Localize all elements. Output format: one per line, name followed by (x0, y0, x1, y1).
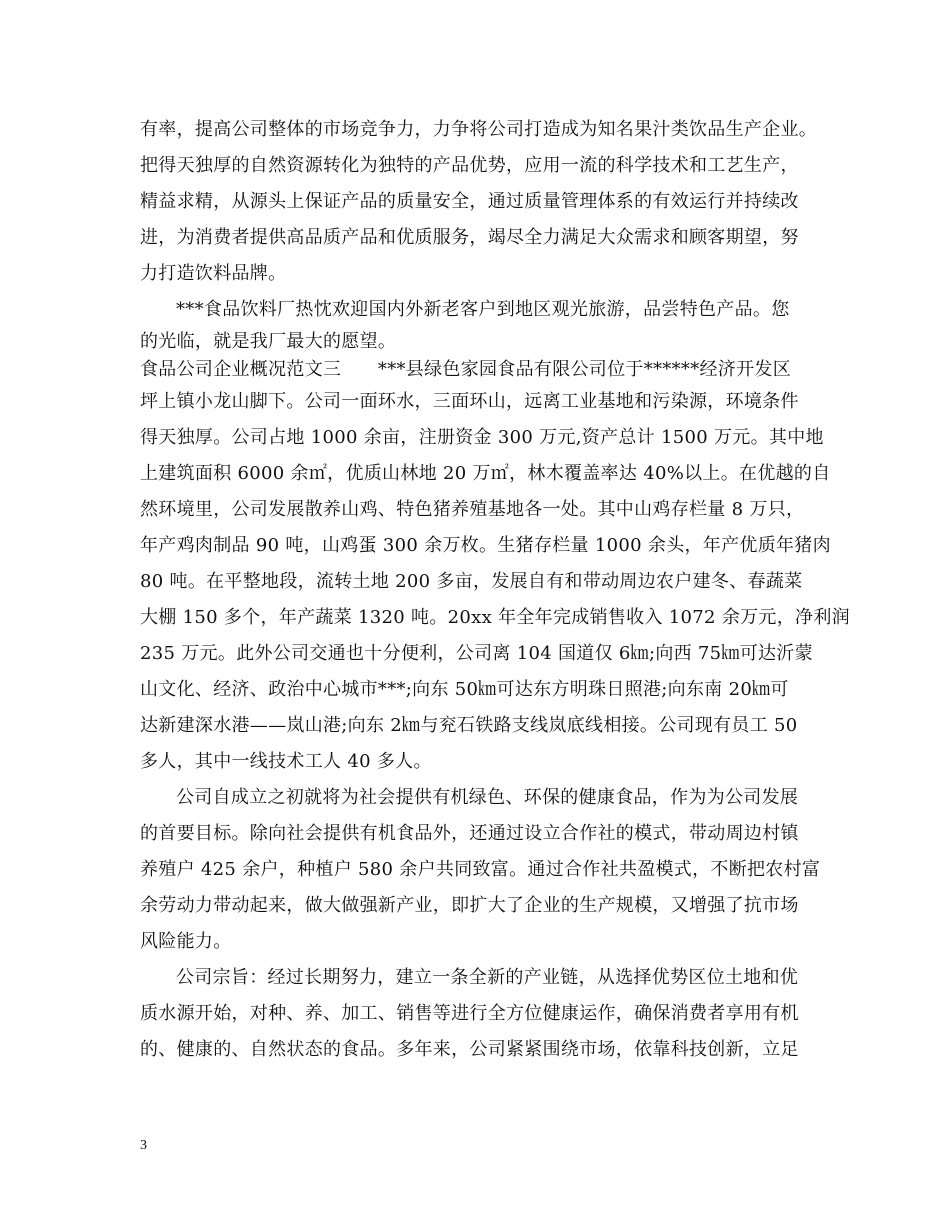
text-line: 上建筑面积 6000 余㎡，优质山林地 20 万㎡，林木覆盖率达 40%以上。在优越的自 (140, 463, 831, 484)
text-line: 公司宗旨：经过长期努力，建立一条全新的产业链，从选择优势区位土地和优 (176, 967, 799, 988)
text-line: 达新建深水港——岚山港;向东 2㎞与兖石铁路支线岚底线相接。公司现有员工 50 (140, 715, 798, 736)
section-heading-line: 食品公司企业概况范文三 ***县绿色家园食品有限公司位于******经济开发区 (140, 359, 791, 380)
text-line: 然环境里，公司发展散养山鸡、特色猪养殖基地各一处。其中山鸡存栏量 8 万只， (140, 499, 805, 520)
document-body (140, 112, 850, 1068)
text-line: 山文化、经济、政治中心城市***;向东 50㎞可达东方明珠日照港;向东南 20㎞可 (140, 679, 789, 700)
text-line: ***食品饮料厂热忱欢迎国内外新老客户到地区观光旅游，品尝特色产品。您 (176, 299, 790, 320)
text-line: 多人，其中一线技术工人 40 多人。 (140, 751, 432, 772)
text-line: 的、健康的、自然状态的食品。多年来，公司紧紧围绕市场，依靠科技创新，立足 (140, 1039, 799, 1060)
text-line: 的光临，就是我厂最大的愿望。 (140, 331, 397, 352)
text-line: 235 万元。此外公司交通也十分便利，公司离 104 国道仅 6㎞;向西 75㎞可达沂蒙 (140, 643, 813, 664)
text-line: 大棚 150 多个，年产蔬菜 1320 吨。20xx 年全年完成销售收入 1072 余万元，净利润 (140, 607, 850, 628)
text-line: 质水源开始，对种、养、加工、销售等进行全方位健康运作，确保消费者享用有机 (140, 1003, 799, 1024)
text-line: 公司自成立之初就将为社会提供有机绿色、环保的健康食品，作为为公司发展 (176, 787, 799, 808)
text-line: 80 吨。在平整地段，流转土地 200 多亩，发展自有和带动周边农户建冬、春蔬菜 (140, 571, 803, 592)
paragraph-welcome (140, 292, 820, 356)
text-line: 的首要目标。除向社会提供有机食品外，还通过设立合作社的模式，带动周边村镇 (140, 823, 799, 844)
text-line: 精益求精，从源头上保证产品的质量安全，通过质量管理体系的有效运行并持续改 (140, 191, 799, 212)
paragraph-intro-continued (140, 112, 820, 292)
paragraph-company-overview (140, 356, 850, 780)
paragraph-company-goal (140, 780, 820, 960)
text-line: 有率，提高公司整体的市场竞争力，力争将公司打造成为知名果汁类饮品生产企业。 (140, 119, 818, 140)
text-line: 坪上镇小龙山脚下。公司一面环水，三面环山，远离工业基地和污染源，环境条件 (140, 391, 799, 412)
text-line: 余劳动力带动起来，做大做强新产业，即扩大了企业的生产规模，又增强了抗市场 (140, 895, 799, 916)
text-line: 风险能力。 (140, 931, 232, 952)
text-line: 得天独厚。公司占地 1000 余亩，注册资金 300 万元,资产总计 1500 万元。其中地 (140, 427, 824, 448)
text-line: 把得天独厚的自然资源转化为独特的产品优势，应用一流的科学技术和工艺生产， (140, 155, 799, 176)
text-line: 进，为消费者提供高品质产品和优质服务，竭尽全力满足大众需求和顾客期望，努 (140, 227, 799, 248)
text-line: 年产鸡肉制品 90 吨，山鸡蛋 300 余万枚。生猪存栏量 1000 余头，年产优质年猪肉 (140, 535, 831, 556)
text-line: 力打造饮料品牌。 (140, 263, 287, 284)
page-number: 3 (140, 1138, 147, 1153)
paragraph-company-tenet (140, 960, 820, 1068)
text-line: 养殖户 425 余户，种植户 580 余户共同致富。通过合作社共盈模式，不断把农村富 (140, 859, 821, 880)
